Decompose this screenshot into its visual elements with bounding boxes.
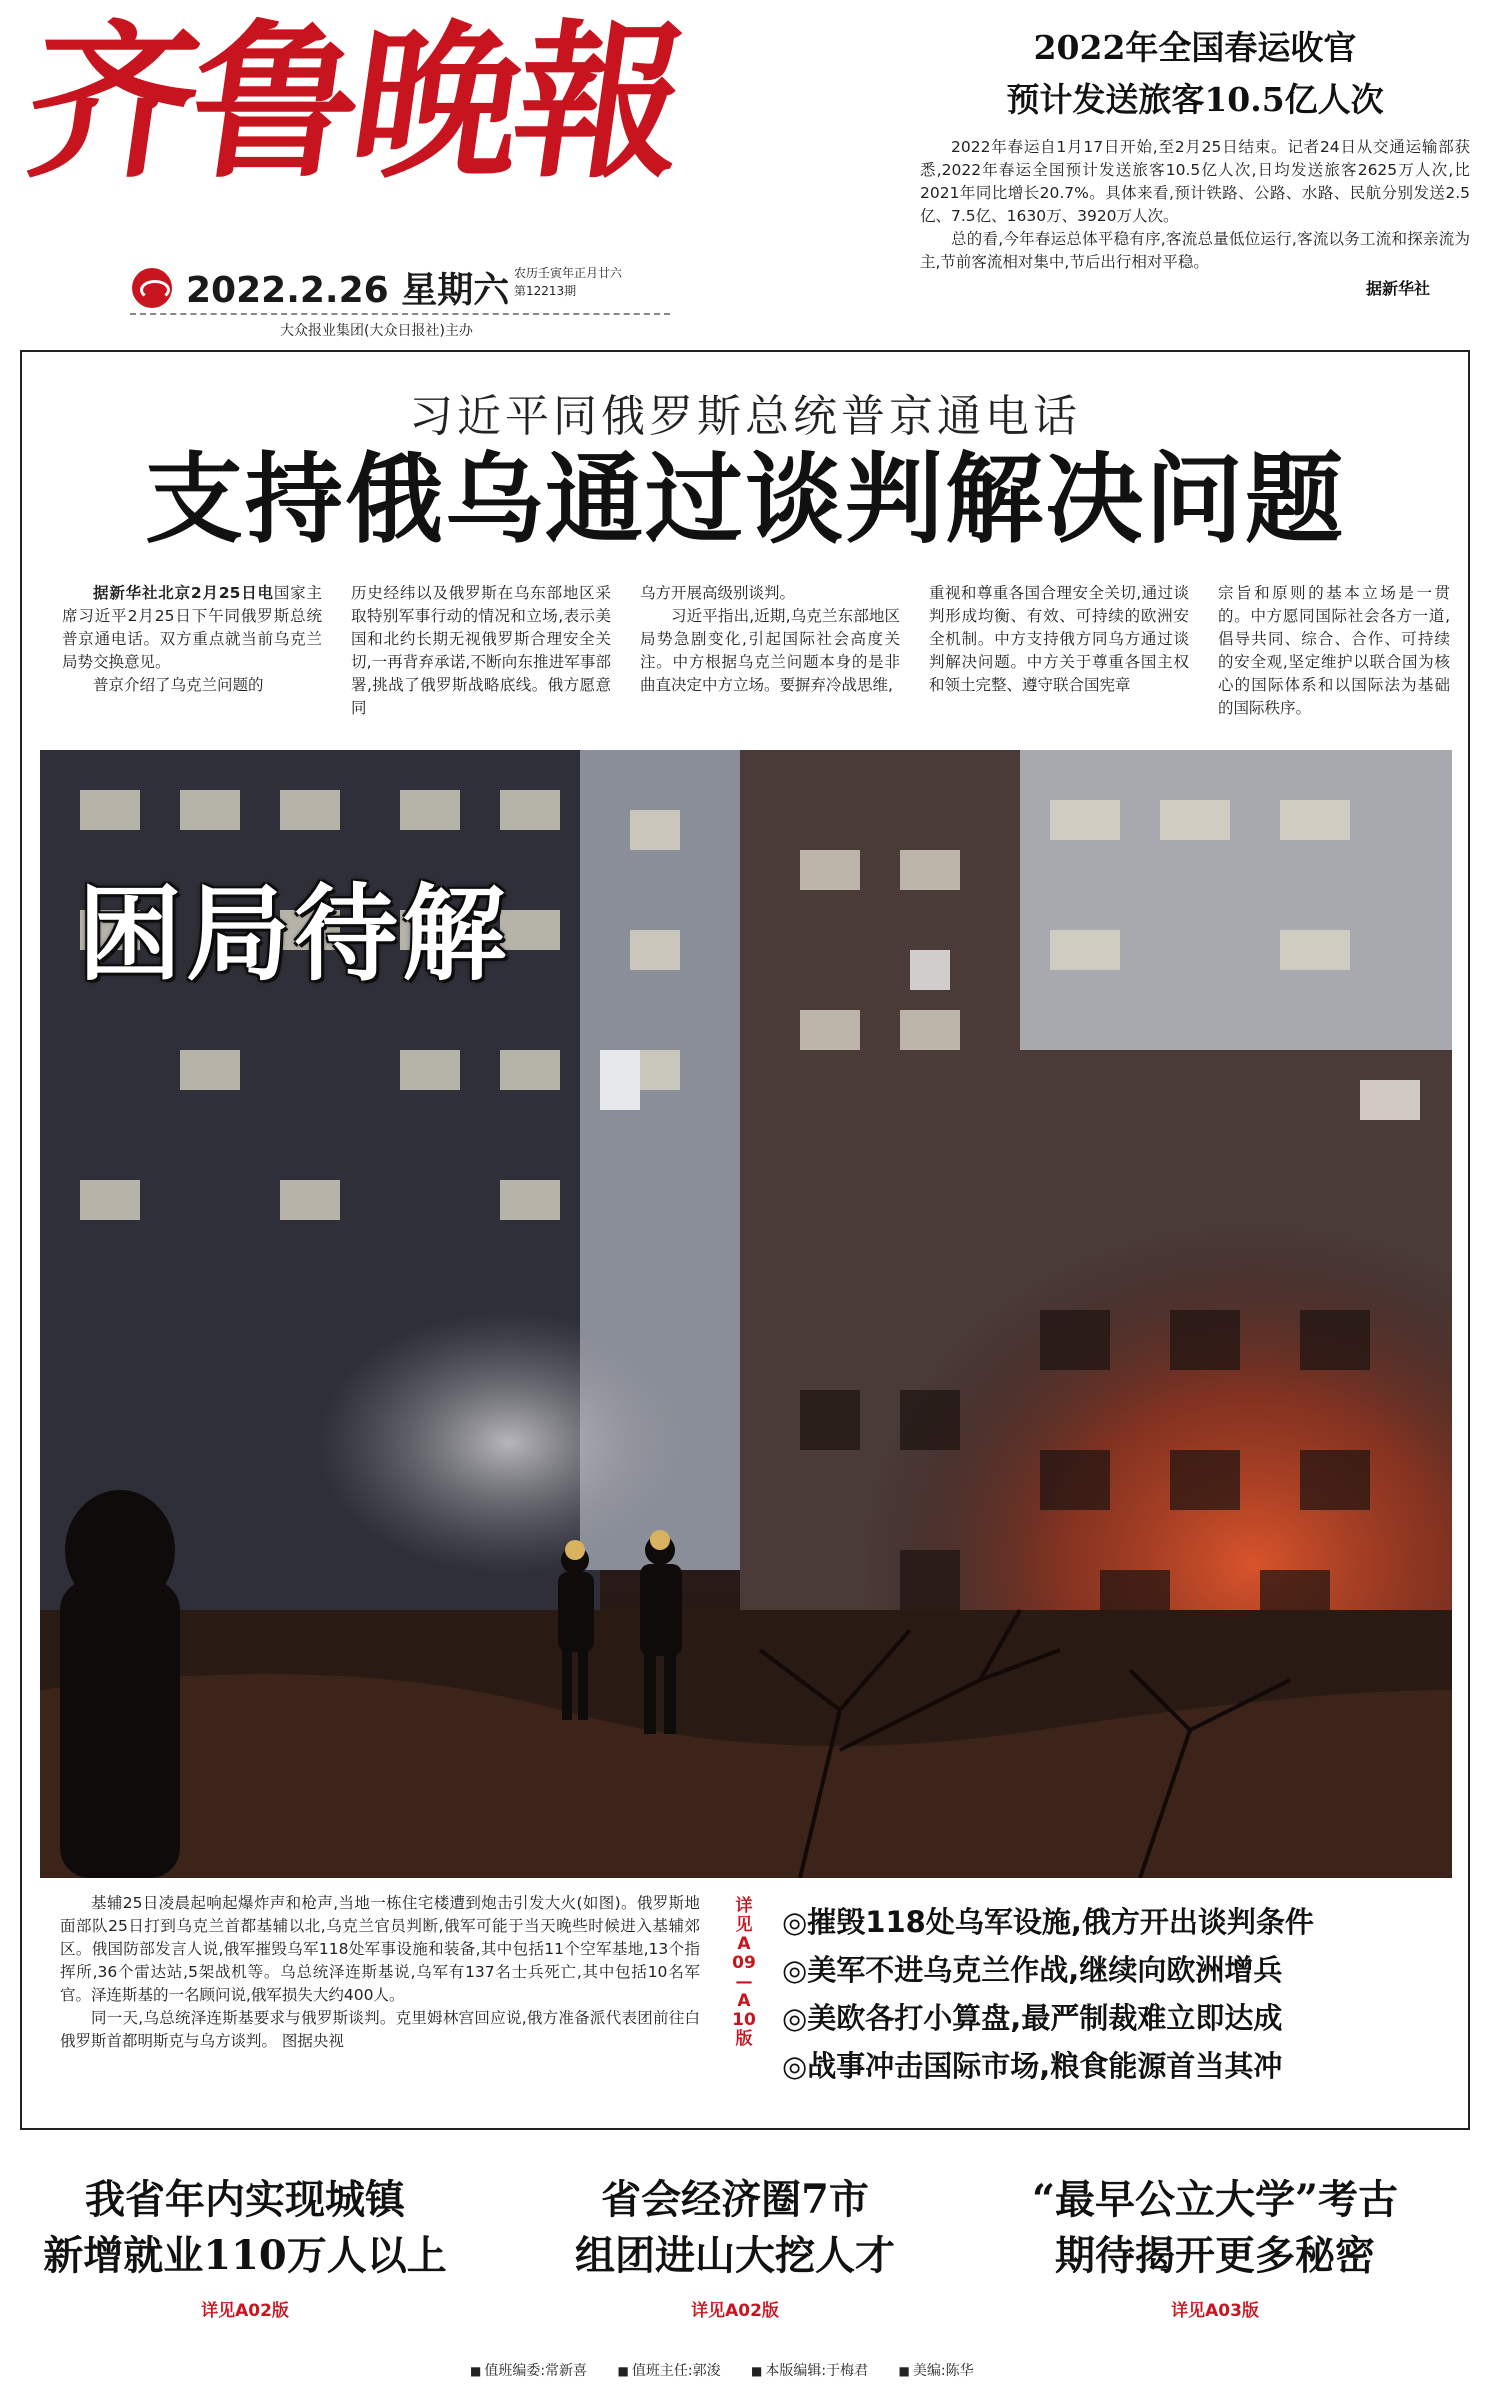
see-also-link[interactable]: 详见A09—A10版 bbox=[732, 1896, 756, 2049]
staff-credits bbox=[470, 2360, 1000, 2380]
lead-column-1 bbox=[62, 582, 322, 742]
teaser-line: “最早公立大学”考古 bbox=[1031, 2176, 1398, 2223]
lead-col1-p2: 普京介绍了乌克兰问题的 bbox=[93, 676, 264, 694]
brief-title-line1: 2022年全国春运收官 bbox=[1033, 28, 1357, 67]
credit-page-editor: ■ 本版编辑:于梅君 bbox=[751, 2363, 868, 2379]
lunar-date bbox=[514, 264, 622, 300]
lead-col3-p1: 乌方开展高级别谈判。 bbox=[640, 584, 796, 602]
related-headline[interactable]: ◎美军不进乌克兰作战,继续向欧洲增兵 bbox=[782, 1953, 1283, 1987]
paper-logo-icon bbox=[132, 268, 172, 308]
photo-caption-p1: 基辅25日凌晨起响起爆炸声和枪声,当地一栋住宅楼遭到炮击引发大火(如图)。俄罗斯地面部队25日打到乌克兰首都基辅以北,乌克兰官员判断,俄军可能于当天晚些时候进入基辅郊区。俄国防部发言人说,俄军摧毁乌军118处军事设施和装备,其中包括11个空军基地,13个指挥所,36个雷达站,5架战机等。乌总统泽连斯基说,乌军有137名士兵死亡,其中包括10名军官。泽连斯基的一名顾问说,俄军损失大约400人。 bbox=[60, 1894, 700, 2004]
credit-art: ■ 美编:陈华 bbox=[899, 2363, 974, 2379]
lead-dateline: 据新华社北京2月25日电 bbox=[93, 584, 274, 602]
lead-story-box bbox=[20, 350, 1470, 2130]
teaser-see-page[interactable]: 详见A03版 bbox=[1171, 2301, 1259, 2321]
brief-body: 2022年春运自1月17日开始,至2月25日结束。记者24日从交通运输部获悉,2022年春运全国预计发送旅客10.5亿人次,日均发送旅客2625万人次,比2021年同比增长20.7%。具体来看,预计铁路、公路、水路、民航分别发送2.5亿、7.5亿、1630万、3920万人次。 bbox=[920, 138, 1470, 225]
photo-caption bbox=[60, 1892, 700, 2053]
teaser-line: 期待揭开更多秘密 bbox=[1055, 2232, 1375, 2279]
lead-body bbox=[62, 582, 1452, 742]
lead-column-5 bbox=[1218, 582, 1450, 742]
teaser-line: 组团进山大挖人才 bbox=[575, 2232, 895, 2279]
lunar-date-line: 农历壬寅年正月廿六 bbox=[514, 266, 623, 280]
lead-column-4 bbox=[929, 582, 1189, 742]
teaser-see-page[interactable]: 详见A02版 bbox=[691, 2301, 779, 2321]
brief-title-line2: 预计发送旅客10.5亿人次 bbox=[1006, 80, 1384, 119]
issue-number: 第12213期 bbox=[514, 284, 577, 298]
lead-col4-text: 重视和尊重各国合理安全关切,通过谈判形成均衡、有效、可持续的欧洲安全机制。中方支持俄方同乌方通过谈判解决问题。中方关于尊重各国主权和领土完整、遵守联合国宪章 bbox=[929, 584, 1189, 694]
teaser-employment[interactable] bbox=[10, 2172, 480, 2321]
photo-caption-p2: 同一天,乌总统泽连斯基要求与俄罗斯谈判。克里姆林宫回应说,俄方准备派代表团前往白俄罗斯首都明斯克与乌方谈判。 图据央视 bbox=[60, 2009, 700, 2050]
teaser-talent[interactable] bbox=[500, 2172, 970, 2321]
credit-editor: ■ 值班编委:常新喜 bbox=[470, 2363, 587, 2379]
teaser-see-page[interactable]: 详见A02版 bbox=[201, 2301, 289, 2321]
brief-source: 据新华社 bbox=[1365, 279, 1430, 298]
brief-body-2: 总的看,今年春运总体平稳有序,客流总量低位运行,客流以务工流和探亲流为主,节前客流相对集中,节后出行相对平稳。 bbox=[920, 230, 1470, 271]
lead-col5-text: 宗旨和原则的基本立场是一贯的。中方愿同国际社会各方一道,倡导共同、综合、合作、可持续的安全观,坚定维护以联合国为核心的国际体系和以国际法为基础的国际秩序。 bbox=[1218, 584, 1450, 717]
related-headline[interactable]: ◎战事冲击国际市场,粮食能源首当其冲 bbox=[782, 2049, 1283, 2083]
facade-upper-right bbox=[1020, 750, 1452, 1050]
lead-headline[interactable]: 支持俄乌通过谈判解决问题 bbox=[144, 443, 1345, 557]
teaser-line: 省会经济圈7市 bbox=[601, 2176, 869, 2223]
teaser-archaeology[interactable] bbox=[960, 2172, 1470, 2321]
credit-director: ■ 值班主任:郭浚 bbox=[618, 2363, 721, 2379]
teaser-line: 新增就业110万人以上 bbox=[43, 2232, 447, 2279]
helmet-left bbox=[565, 1540, 585, 1560]
news-photo[interactable] bbox=[40, 750, 1452, 1878]
issue-date: 2022.2.26 星期六 bbox=[186, 270, 510, 311]
masthead-title: 齐鲁晚報 bbox=[16, 3, 692, 201]
publisher-line: 大众报业集团(大众日报社)主办 bbox=[280, 323, 473, 339]
lead-column-3 bbox=[640, 582, 900, 742]
lead-col3-p2: 习近平指出,近期,乌克兰东部地区局势急剧变化,引起国际社会高度关注。中方根据乌克兰问题本身的是非曲直决定中方立场。要摒弃冷战思维, bbox=[640, 607, 900, 694]
smoke-cloud bbox=[240, 1170, 880, 1610]
helmet-right bbox=[650, 1530, 670, 1550]
lead-kicker: 习近平同俄罗斯总统普京通电话 bbox=[409, 391, 1081, 442]
photo-overlay-title: 困局待解 bbox=[78, 873, 511, 995]
related-headline[interactable]: ◎美欧各打小算盘,最严制裁难立即达成 bbox=[782, 2001, 1283, 2035]
teaser-line: 我省年内实现城镇 bbox=[85, 2176, 405, 2223]
related-headlines bbox=[782, 1898, 1462, 2090]
lead-col1-text: 国家主席习近平2月25日下午同俄罗斯总统普京通电话。双方重点就当前乌克兰局势交换意见。 bbox=[62, 584, 322, 671]
lead-column-2 bbox=[351, 582, 611, 742]
date-divider bbox=[130, 313, 670, 315]
related-headline[interactable]: ◎摧毁118处乌军设施,俄方开出谈判条件 bbox=[782, 1905, 1314, 1939]
masthead bbox=[16, 3, 692, 260]
lead-col2-text: 历史经纬以及俄罗斯在乌东部地区采取特别军事行动的情况和立场,表示美国和北约长期无视俄罗斯合理安全关切,一再背弃承诺,不断向东推进军事部署,挑战了俄罗斯战略底线。俄方愿意同 bbox=[351, 584, 611, 717]
spring-travel-brief[interactable] bbox=[920, 22, 1470, 299]
